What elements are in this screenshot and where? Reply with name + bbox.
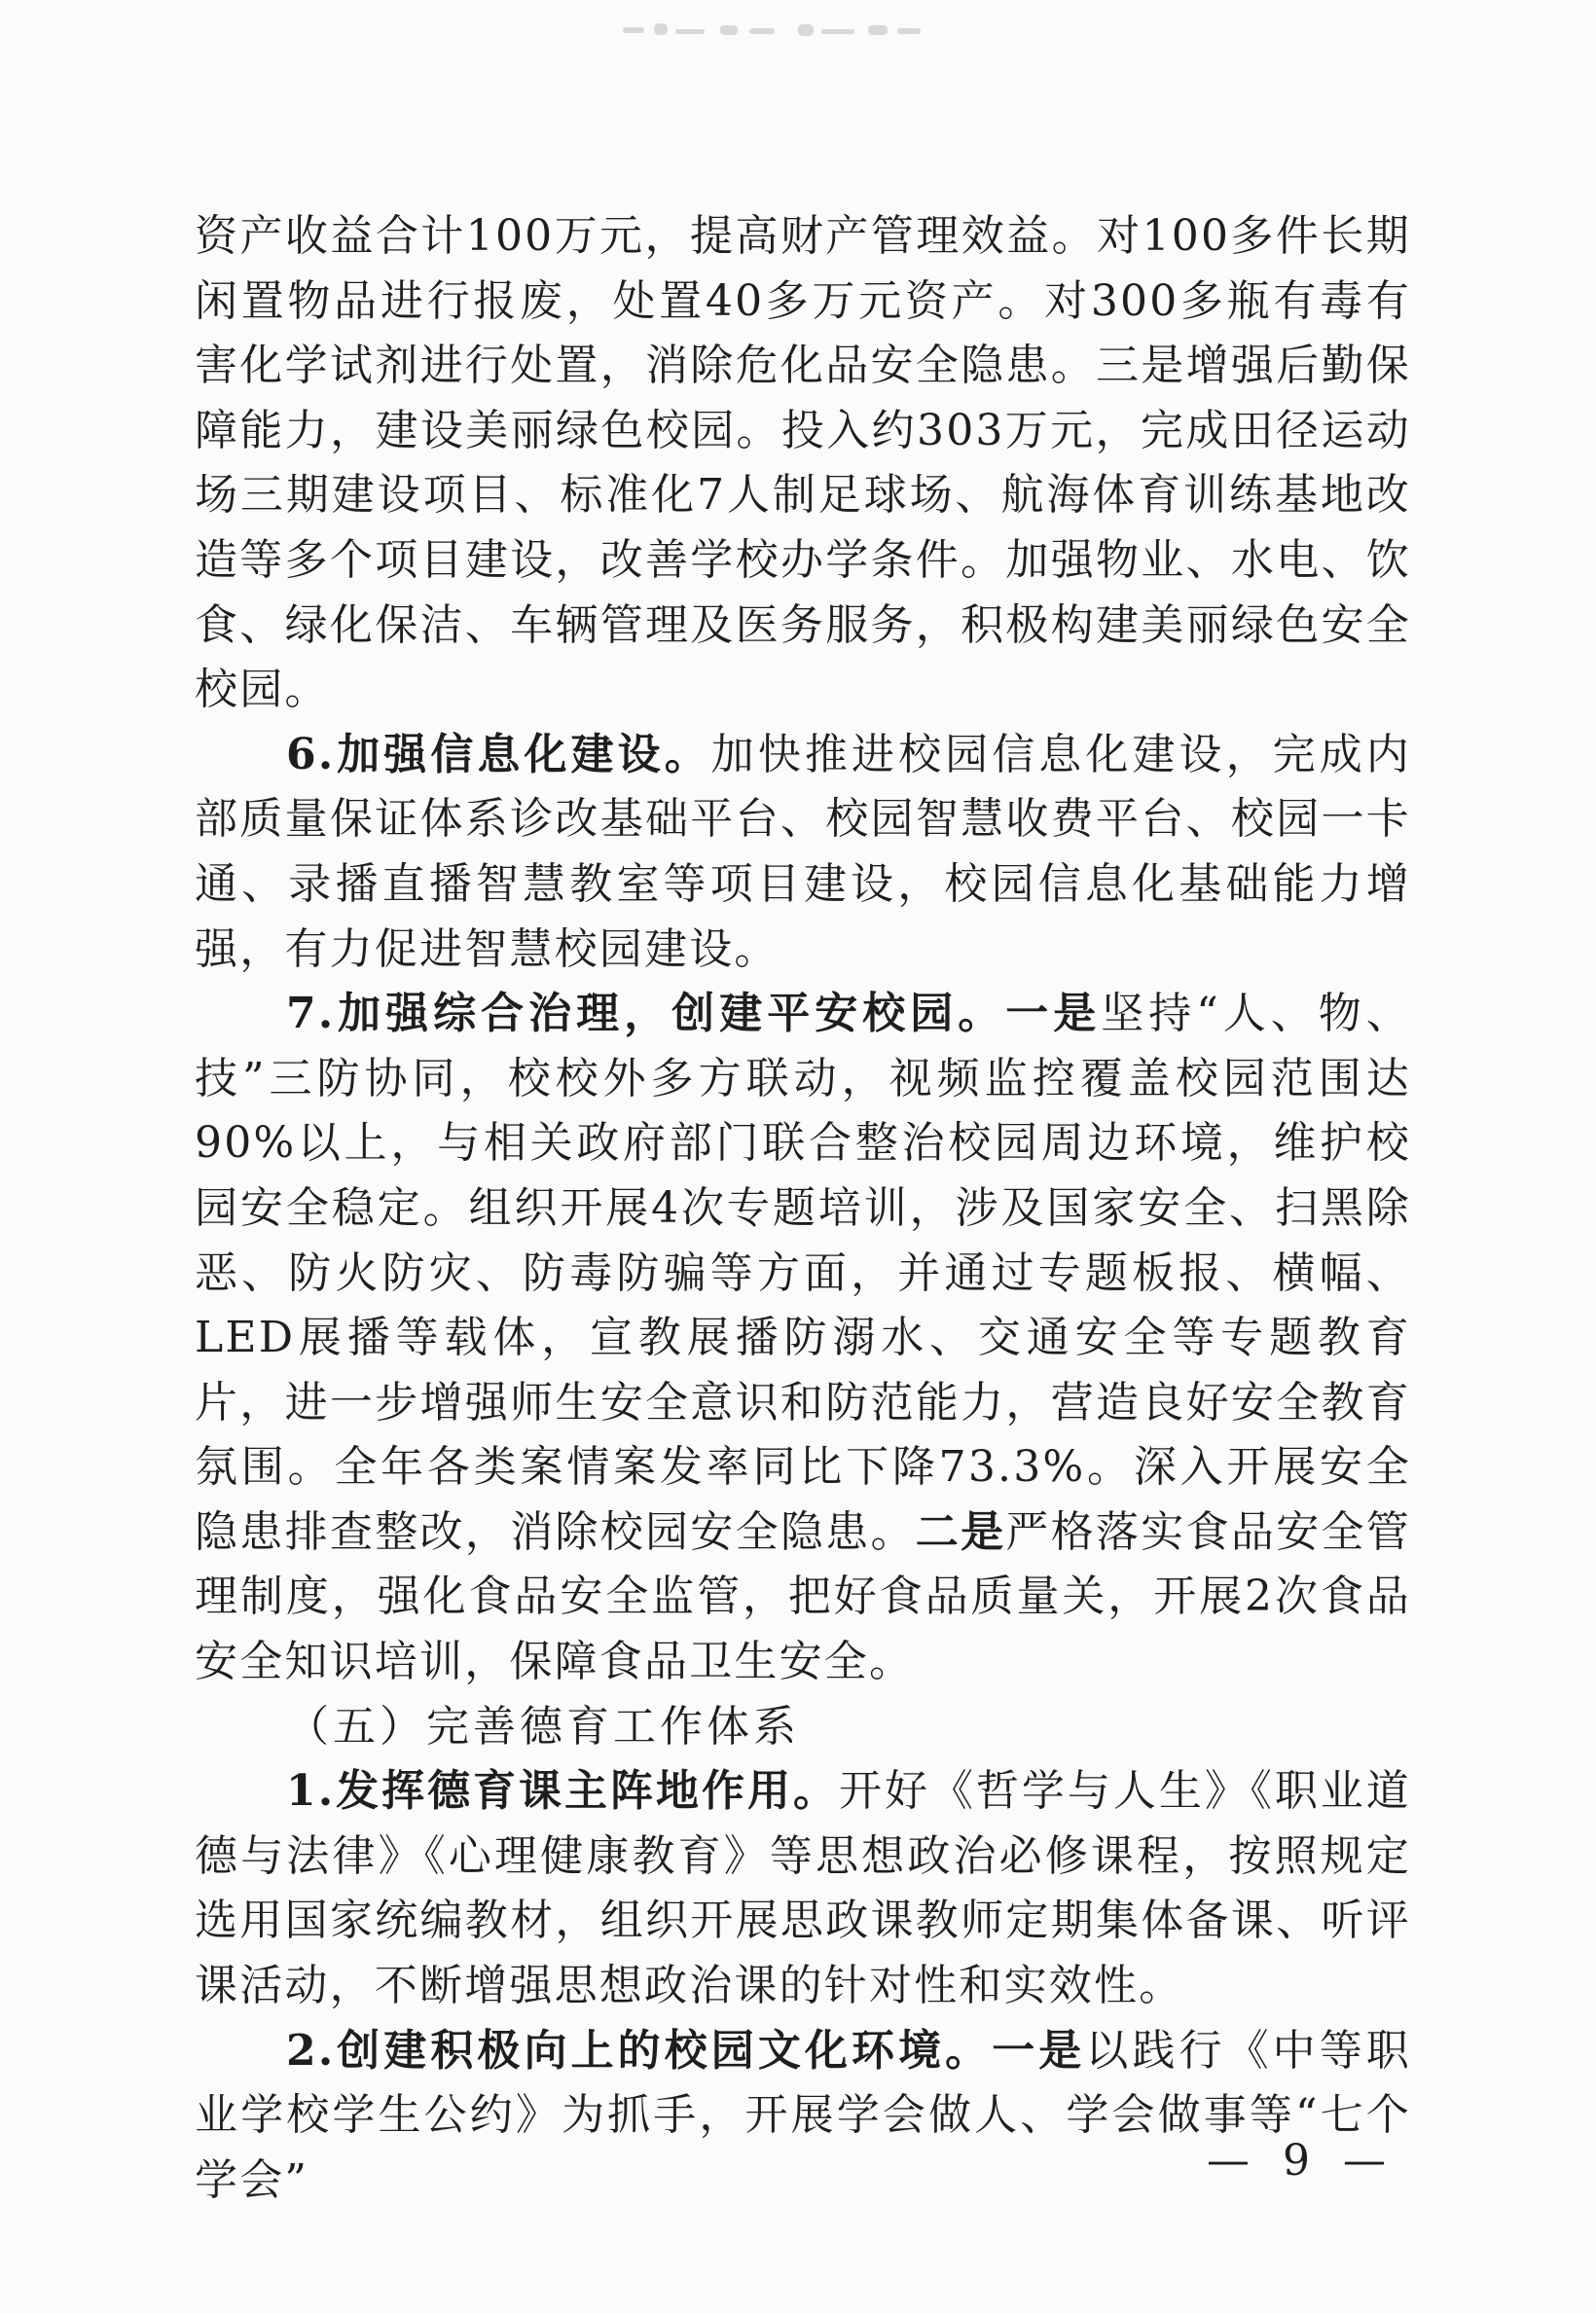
page-number: — 9 — bbox=[1207, 2136, 1396, 2186]
paragraph-moral-courses bbox=[195, 1759, 1411, 2018]
paragraph-text: 加快推进校园信息化建设，完成内部质量保证体系诊改基础平台、校园智慧收费平台、校园一卡通、录播直播智慧教室等项目建设，校园信息化基础能力增强，有力促进智慧校园建设。 bbox=[195, 729, 1412, 974]
paragraph-text: 坚持“人、物、技”三防协同，校校外多方联动，视频监控覆盖校园范围达90%以上，与相关政府部门联合整治校园周边环境，维护校园安全稳定。组织开展4次专题培训，涉及国家安全、扫黑除恶、防火防灾、防毒防骗等方面，并通过专题板报、横幅、LED展播等载体，宣教展播防溺水、交通安全等专题教育片，进一步增强师生安全意识和防范能力，营造良好安全教育氛围。全年各类案情案发率同比下降73.3%。深入开展安全隐患排查整改，消除校园安全隐患。 bbox=[195, 989, 1411, 1557]
paragraph-assets bbox=[195, 204, 1411, 723]
paragraph-text: 以践行《中等职业学校学生公约》为抓手，开展学会做人、学会做事等“七个学会” bbox=[195, 2025, 1411, 2205]
paragraph-lead: 2.创建积极向上的校园文化环境。一是 bbox=[286, 2025, 1086, 2076]
paragraph-text-second: 严格落实食品安全管理制度，强化食品安全监管，把好食品质量关，开展2次食品安全知识培训，保障食品卫生安全。 bbox=[195, 1506, 1411, 1687]
faint-stamp-mark bbox=[613, 14, 934, 47]
paragraph-safe-campus bbox=[195, 982, 1411, 1695]
paragraph-text: 开好《哲学与人生》《职业道德与法律》《心理健康教育》等思想政治必修课程，按照规定选用国家统编教材，组织开展思政课教师定期集体备课、听评课活动，不断增强思想政治课的针对性和实效性。 bbox=[195, 1766, 1411, 2011]
paragraph-informatization bbox=[195, 723, 1411, 982]
paragraph-lead: 6.加强信息化建设。 bbox=[286, 729, 711, 779]
paragraph-lead-second: 二是 bbox=[915, 1506, 1006, 1557]
document-body bbox=[195, 204, 1411, 2213]
section-heading-text: （五）完善德育工作体系 bbox=[286, 1701, 800, 1752]
paragraph-lead: 7.加强综合治理，创建平安校园。一是 bbox=[286, 989, 1102, 1039]
section-heading bbox=[195, 1695, 1411, 1760]
paragraph-lead: 1.发挥德育课主阵地作用。 bbox=[286, 1766, 839, 1817]
paragraph-text: 资产收益合计100万元，提高财产管理效益。对100多件长期闲置物品进行报废，处置40多万元资产。对300多瓶有毒有害化学试剂进行处置，消除危化品安全隐患。三是增强后勤保障能力，建设美丽绿色校园。投入约303万元，完成田径运动场三期建设项目、标准化7人制足球场、航海体育训练基地改造等多个项目建设，改善学校办学条件。加强物业、水电、饮食、绿化保洁、车辆管理及医务服务，积极构建美丽绿色安全校园。 bbox=[195, 211, 1411, 715]
